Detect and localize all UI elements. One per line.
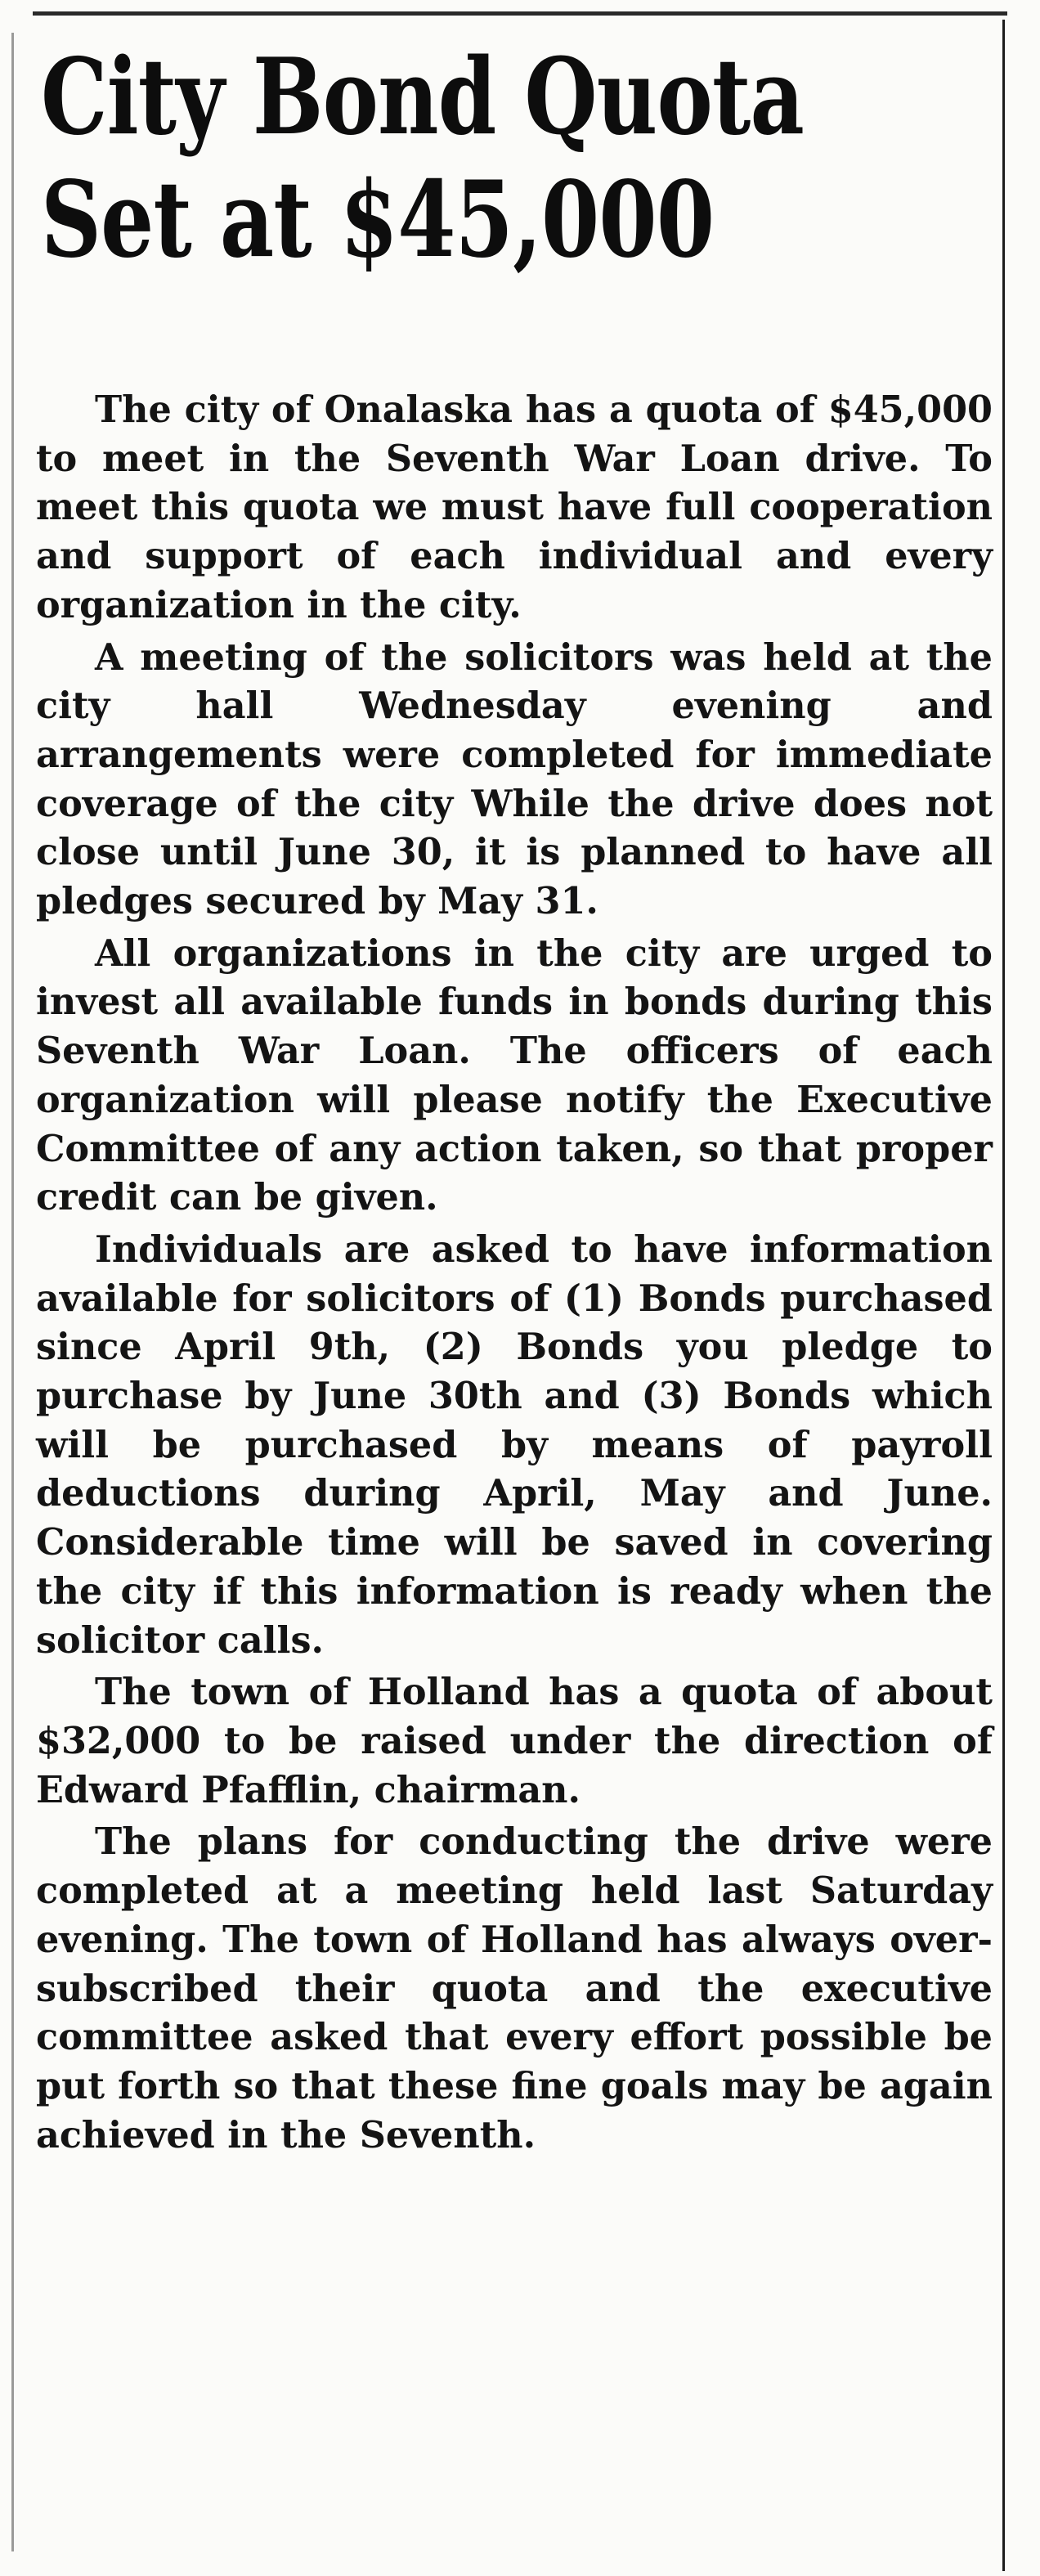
right-column-rule bbox=[1002, 20, 1005, 2571]
paragraph-quota: The city of Onalaska has a quota of $45,000 to meet in the Seventh War Loan drive. To meet this quota we must have full cooperation and support of each individual and every organization in the city. bbox=[36, 388, 993, 626]
paragraph-organizations: All organizations in the city are urged to invest all available funds in bonds during this Seventh War Loan. The officers of each organization will please notify the Executive Committee of any action taken, so that proper credit can be given. bbox=[36, 931, 993, 1219]
headline-line-1: City Bond Quota bbox=[41, 36, 804, 159]
paragraph-individuals: Individuals are asked to have information available for solicitors of (1) Bonds purchased since April 9th, (2) Bonds you pledge to purchase by June 30th and (3) Bonds which will be purchased by means of payroll deductions during April, May and June. Considerable time will be saved in covering the city if this information is ready when the solicitor calls. bbox=[36, 1227, 993, 1662]
article-body bbox=[36, 386, 993, 2160]
paragraph-holland-plans: The plans for conducting the drive were completed at a meeting held last Saturday evening. The town of Holland has always over-subscribed their quota and the executive committee asked that every effort possible be put forth so that these fine goals may be again achieved in the Seventh. bbox=[36, 1820, 993, 2156]
left-column-rule bbox=[11, 33, 14, 2551]
top-column-rule bbox=[33, 11, 1007, 16]
headline bbox=[41, 36, 804, 281]
paragraph-solicitors-meeting: A meeting of the solicitors was held at the city hall Wednesday evening and arrangements were completed for immediate coverage of the city While the drive does not close until June 30, it is planned to have all pledges secured by May 31. bbox=[36, 635, 993, 923]
paragraph-holland-quota: The town of Holland has a quota of about $32,000 to be raised under the direction of Edward Pfafflin, chairman. bbox=[36, 1671, 993, 1811]
headline-line-2: Set at $45,000 bbox=[41, 159, 715, 281]
